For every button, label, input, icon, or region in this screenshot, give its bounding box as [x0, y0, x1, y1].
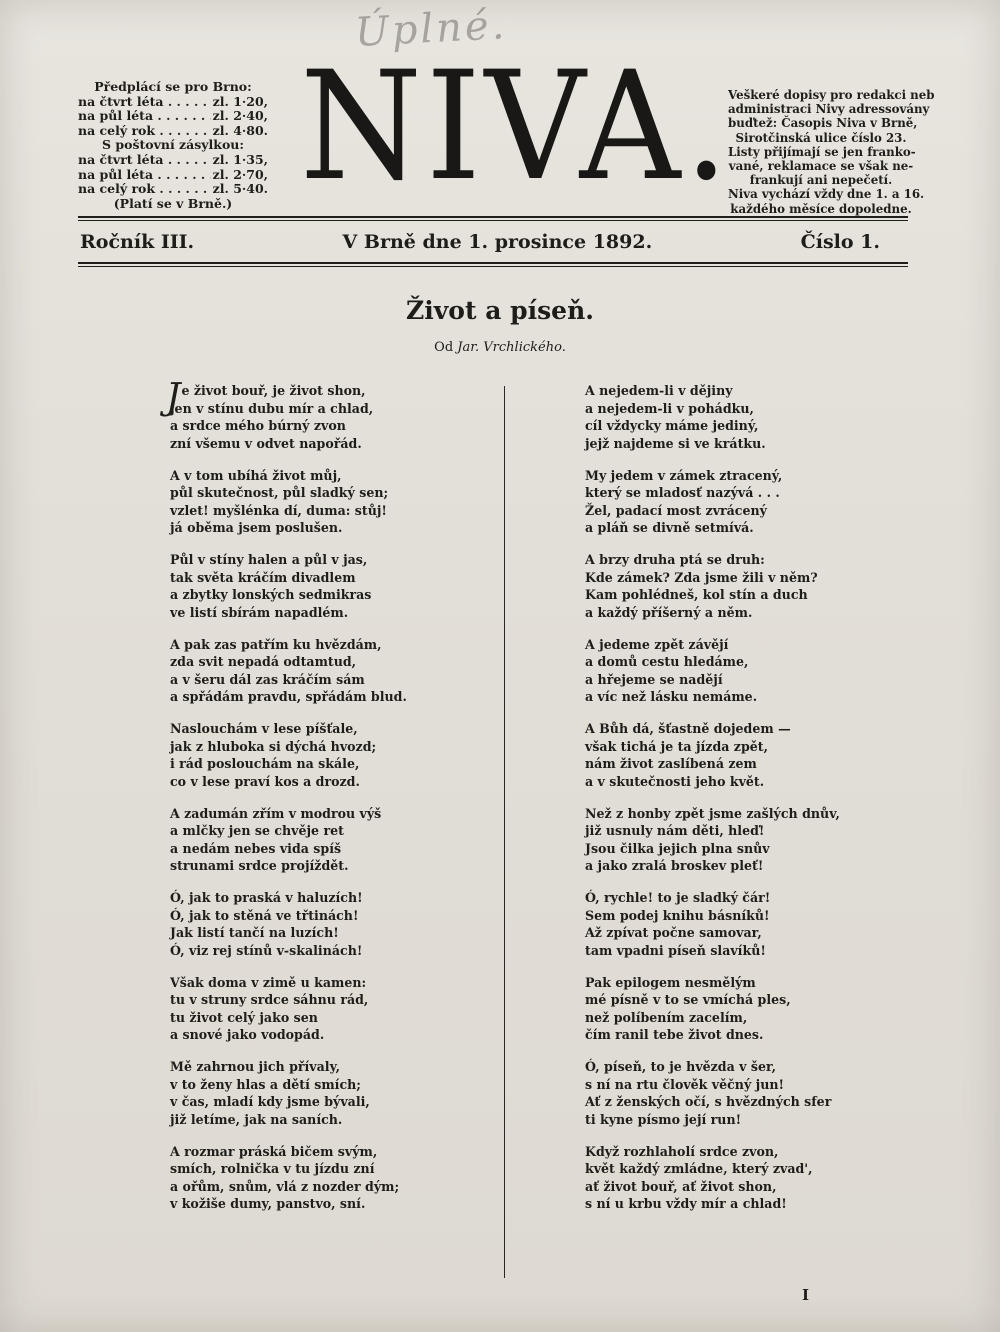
poem-line: a každý příšerný a něm.: [585, 604, 753, 620]
poem-line: i rád poslouchám na skále,: [170, 756, 360, 771]
poem-line: Až zpívat počne samovar,: [585, 925, 762, 940]
poem-stanza: [170, 551, 490, 621]
issue-number: Číslo 1.: [800, 231, 880, 253]
notice-line: frankují ani nepečetí.: [749, 173, 893, 188]
poem-line: a nedám nebes vida spíš: [170, 840, 342, 856]
price-amount: zl. 2·70,: [212, 166, 268, 182]
subscription-prices: [78, 80, 268, 211]
poem-line: Půl v stíny halen a půl v jas,: [170, 552, 368, 567]
notice-line: Niva vychází vždy dne 1. a 16.: [728, 187, 925, 202]
poem-line: a jako zralá broskev pleť!: [585, 858, 764, 873]
poem-line: cíl vždycky máme jediný,: [585, 418, 759, 433]
poem-line: v kožiše dumy, panstvo, sní.: [170, 1196, 366, 1211]
poem-line: a snové jako vodopád.: [170, 1027, 325, 1042]
poem-line: Jak listí tančí na luzích!: [170, 925, 339, 940]
subscription-post-rows: [78, 153, 268, 197]
poem-stanza: [170, 467, 490, 537]
issue-date: V Brně dne 1. prosince 1892.: [342, 231, 653, 253]
poem-stanza: [170, 720, 490, 790]
poem-title: Život a píseň.: [406, 296, 594, 325]
poem-line: a v šeru dál zas kráčím sám: [170, 671, 365, 687]
notice-line: buďtež: Časopis Niva v Brně,: [728, 116, 918, 131]
poem-stanza: [585, 467, 905, 537]
poem-stanza: [585, 636, 905, 706]
poem-line: čím ranil tebe život dnes.: [585, 1027, 764, 1042]
price-period: na čtvrt léta . . .: [78, 95, 211, 110]
poem-line: tak světa kráčím divadlem: [170, 569, 356, 585]
poem-stanza: [170, 636, 490, 706]
price-amount: zl. 4·80.: [212, 122, 268, 138]
poem-stanza: [170, 974, 490, 1044]
poem-line: a pláň se divně setmívá.: [585, 520, 754, 535]
poem-line: A rozmar práská bičem svým,: [170, 1143, 378, 1159]
notice-line: každého měsíce dopoledne.: [730, 201, 912, 216]
poem-line: Ó, rychle! to je sladký čár!: [585, 890, 771, 905]
masthead-title: NIVA.: [300, 40, 733, 214]
subscription-brno-rows: [78, 95, 268, 139]
price-period: na půl léta . . .: [78, 109, 211, 124]
price-amount: zl. 1·35,: [212, 151, 268, 167]
poem-line: A Bůh dá, šťastně dojedem —: [585, 721, 791, 736]
poem-line: Kam pohlédneš, kol stín a duch: [585, 587, 808, 602]
poem-line: co v lese praví kos a drozd.: [170, 773, 360, 789]
poem-line: který se mladosť nazývá . . .: [585, 485, 780, 500]
subscription-brno-heading: Předplácí se pro Brno:: [94, 79, 252, 94]
price-period: na celý rok . . .: [78, 124, 211, 139]
price-period: na celý rok . . .: [78, 182, 211, 197]
poem-line: nám život zaslíbená zem: [585, 756, 757, 771]
header-rule-bottom-thin: [78, 266, 908, 267]
poem-line: Je život bouř, je život shon,: [166, 377, 366, 418]
poem-line: mé písně v to se vmíchá ples,: [585, 992, 791, 1007]
poem-line: zní všemu v odvet napořád.: [170, 435, 362, 451]
poem-line: květ každý zmládne, který zvad',: [585, 1161, 813, 1176]
poem-stanza: [585, 382, 905, 452]
poem-line: jak z hluboka si dýchá hvozd;: [170, 738, 377, 754]
price-period: na čtvrt léta . . .: [78, 153, 211, 168]
price-row: [78, 95, 268, 110]
poem-line: již letíme, jak na saních.: [170, 1111, 343, 1127]
poem-line: Naslouchám v lese píšťale,: [170, 721, 358, 736]
poem-line: My jedem v zámek ztracený,: [585, 467, 783, 483]
poem-line: v to ženy hlas a dětí smích;: [170, 1076, 361, 1092]
poem-stanza: [585, 889, 905, 959]
poem-line: s ní na rtu člověk věčný jun!: [585, 1076, 785, 1092]
poem-stanza: [585, 1143, 905, 1213]
poem-line: již usnuly nám děti, hleď!: [585, 823, 765, 838]
header-rule-top-thin: [78, 220, 908, 221]
poem-line: jejž najdeme si ve krátku.: [585, 435, 766, 451]
poem-line: tam vpadni píseň slavíků!: [585, 942, 766, 958]
poem-line: ve listí sbírám napadlém.: [170, 604, 349, 620]
poem-line: Ó, viz rej stínů v-skalinách!: [170, 942, 363, 958]
poem-line: a nejedem-li v pohádku,: [585, 400, 754, 416]
poem-line: Ať z ženských očí, s hvězdných sfer: [585, 1094, 832, 1109]
poem-line: A zadumán zřím v modrou výš: [170, 805, 382, 821]
initial-letter: J: [166, 377, 181, 418]
poem-line: Ó, jak to praská v haluzích!: [170, 890, 363, 905]
poem-line: A v tom ubíhá život můj,: [170, 467, 342, 483]
poem-line: vzlet! myšlénka dí, duma: stůj!: [170, 502, 387, 518]
poem-line: a srdce mého búrný zvon: [170, 418, 346, 433]
poem-stanza: [166, 377, 490, 452]
poem-column-left: [166, 377, 490, 1227]
poem-line: však tichá je ta jízda zpět,: [585, 738, 768, 754]
poem-line: A jedeme zpět závějí: [585, 636, 729, 652]
poem-line: Však doma v zimě u kamen:: [170, 974, 367, 990]
price-amount: zl. 2·40,: [212, 108, 268, 124]
byline-prefix: Od: [434, 340, 454, 355]
header-rule-bottom: [78, 262, 908, 264]
notice-line: vané, reklamace se však ne-: [728, 159, 914, 174]
editorial-notice: [728, 88, 935, 216]
poem-stanza: [585, 720, 905, 790]
poem-stanza: [170, 1143, 490, 1213]
volume-label: Ročník III.: [80, 231, 195, 253]
poem-line: a spřádám pravdu, spřádám blud.: [170, 689, 407, 704]
poem-line: a v skutečnosti jeho květ.: [585, 773, 765, 789]
column-divider: [504, 386, 505, 1278]
poem-line: a mlčky jen se chvěje ret: [170, 823, 344, 838]
poem-line: a domů cestu hledáme,: [585, 654, 749, 669]
poem-stanza: [585, 551, 905, 621]
poem-column-right: [585, 382, 905, 1227]
header-rule-top: [78, 216, 908, 218]
poem-author: Jar. Vrchlického.: [457, 340, 566, 355]
poem-line: zda svit nepadá odtamtud,: [170, 654, 357, 669]
subscription-post-heading: S poštovní zásylkou:: [101, 137, 244, 153]
poem-line: Než z honby zpět jsme zašlých dnův,: [585, 805, 840, 821]
poem-line: jen v stínu dubu mír a chlad,: [170, 400, 374, 416]
poem-line: Jsou čilka jejich plna snův: [585, 840, 770, 856]
poem-line: strunami srdce projíždět.: [170, 858, 349, 873]
poem-line: a zbytky lonských sedmikras: [170, 587, 372, 602]
notice-line: administraci Nivy adressovány: [728, 102, 930, 117]
poem-line: Ó, jak to stěná ve třtinách!: [170, 907, 359, 923]
subscription-note: (Platí se v Brně.): [113, 195, 233, 211]
poem-stanza: [585, 805, 905, 875]
poem-line: Žel, padací most zvrácený: [585, 502, 767, 518]
poem-line: smích, rolnička v tu jízdu zní: [170, 1161, 375, 1176]
poem-line: Kde zámek? Zda jsme žili v něm?: [585, 569, 818, 585]
poem-line: A brzy druha ptá se druh:: [585, 552, 765, 567]
notice-line: Veškeré dopisy pro redakci neb: [728, 88, 935, 102]
page-number: I: [802, 1286, 810, 1304]
poem-line: Mě zahrnou jich přívaly,: [170, 1059, 341, 1074]
price-period: na půl léta . . .: [78, 168, 211, 183]
price-amount: zl. 5·40.: [212, 181, 268, 197]
poem-line: Když rozhlaholí srdce zvon,: [585, 1143, 779, 1159]
poem-line: a hřejeme se nadějí: [585, 671, 723, 687]
notice-line: Listy přijímají se jen franko-: [728, 144, 916, 159]
poem-line: já oběma jsem poslušen.: [170, 520, 343, 535]
notice-line: Sirotčinská ulice číslo 23.: [735, 130, 907, 145]
poem-line: než políbením zacelím,: [585, 1009, 748, 1025]
price-row: [78, 182, 268, 197]
poem-line: tu život celý jako sen: [170, 1009, 318, 1025]
price-row: [78, 153, 268, 168]
price-row: [78, 124, 268, 139]
poem-stanza: [170, 805, 490, 875]
price-row: [78, 168, 268, 183]
poem-stanza: [170, 1058, 490, 1128]
poem-line: Sem podej knihu básníků!: [585, 907, 770, 923]
poem-stanza: [170, 889, 490, 959]
poem-stanza: [585, 1058, 905, 1128]
poem-line: ti kyne písmo její run!: [585, 1111, 742, 1127]
poem-stanza: [585, 974, 905, 1044]
poem-line: v čas, mladí kdy jsme bývali,: [170, 1094, 370, 1109]
poem-line: ať život bouř, ať život shon,: [585, 1178, 777, 1194]
poem-line: s ní u krbu vždy mír a chlad!: [585, 1196, 787, 1211]
poem-line: a ořům, snům, vlá z nozder dým;: [170, 1178, 400, 1194]
price-row: [78, 109, 268, 124]
poem-line: půl skutečnost, půl sladký sen;: [170, 485, 389, 500]
dateline: [80, 231, 880, 253]
poem-line: A pak zas patřím ku hvězdám,: [170, 636, 382, 652]
poem-line: Pak epilogem nesmělým: [585, 974, 756, 990]
poem-line: tu v struny srdce sáhnu rád,: [170, 992, 369, 1007]
poem-line: A nejedem-li v dějiny: [585, 383, 733, 398]
handwritten-note: Úplné.: [353, 2, 509, 56]
poem-line: a víc než lásku nemáme.: [585, 689, 758, 704]
price-amount: zl. 1·20,: [212, 93, 268, 109]
poem-byline: [0, 340, 1000, 355]
poem-line: Ó, píseň, to je hvězda v šer,: [585, 1059, 777, 1074]
